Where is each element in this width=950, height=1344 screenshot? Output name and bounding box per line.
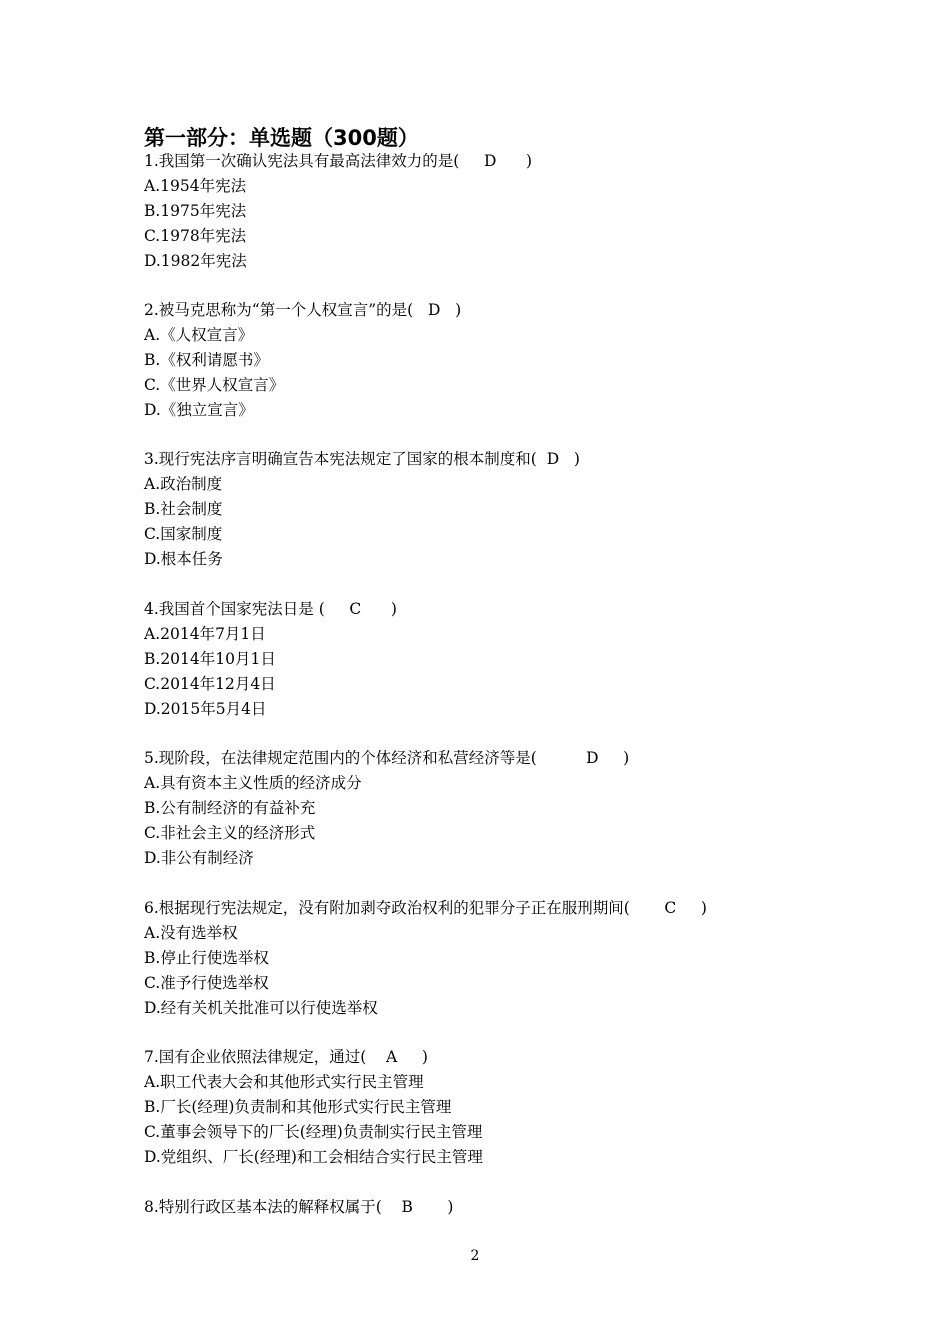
option: D.1982年宪法 [144,252,247,270]
option: D.非公有制经济 [144,849,254,867]
question-stem: 3.现行宪法序言明确宣告本宪法规定了国家的根本制度和( D ) [144,450,580,468]
option: A.政治制度 [144,475,223,493]
option: C.《世界人权宣言》 [144,376,285,394]
option: B.停止行使选举权 [144,949,269,967]
option: A.2014年7月1日 [144,625,266,643]
option: B.《权利请愿书》 [144,351,269,369]
option: B.2014年10月1日 [144,650,276,668]
option: B.社会制度 [144,500,223,518]
option: C.2014年12月4日 [144,675,276,693]
option: C.非社会主义的经济形式 [144,824,316,842]
option: D.经有关机关批准可以行使选举权 [144,999,378,1017]
question-stem: 7.国有企业依照法律规定，通过( A ) [144,1048,428,1066]
question-stem: 6.根据现行宪法规定，没有附加剥夺政治权利的犯罪分子正在服刑期间( C ) [144,899,707,917]
option: B.厂长(经理)负责制和其他形式实行民主管理 [144,1098,452,1116]
question-stem: 4.我国首个国家宪法日是 ( C ) [144,600,397,618]
option: D.党组织、厂长(经理)和工会相结合实行民主管理 [144,1148,483,1166]
question-stem: 5.现阶段，在法律规定范围内的个体经济和私营经济等是( D ) [144,749,630,767]
question-stem: 2.被马克思称为“第一个人权宣言”的是( D ) [144,301,462,319]
option: D.根本任务 [144,550,223,568]
question-stem: 1.我国第一次确认宪法具有最高法律效力的是( D ) [144,152,533,170]
option: D.2015年5月4日 [144,700,267,718]
option: B.公有制经济的有益补充 [144,799,316,817]
option: C.国家制度 [144,525,223,543]
option: A.具有资本主义性质的经济成分 [144,774,362,792]
option: A.《人权宣言》 [144,326,254,344]
option: A.没有选举权 [144,924,238,942]
option: D.《独立宣言》 [144,401,254,419]
question-stem: 8.特别行政区基本法的解释权属于( B ) [144,1198,454,1216]
option: C.准予行使选举权 [144,974,269,992]
page-number: 2 [470,1248,480,1264]
section-title: 第一部分：单选题（300题） [144,126,419,150]
option: A.1954年宪法 [144,177,247,195]
option: C.1978年宪法 [144,227,247,245]
option: B.1975年宪法 [144,202,247,220]
option: A.职工代表大会和其他形式实行民主管理 [144,1073,424,1091]
option: C.董事会领导下的厂长(经理)负责制实行民主管理 [144,1123,483,1141]
